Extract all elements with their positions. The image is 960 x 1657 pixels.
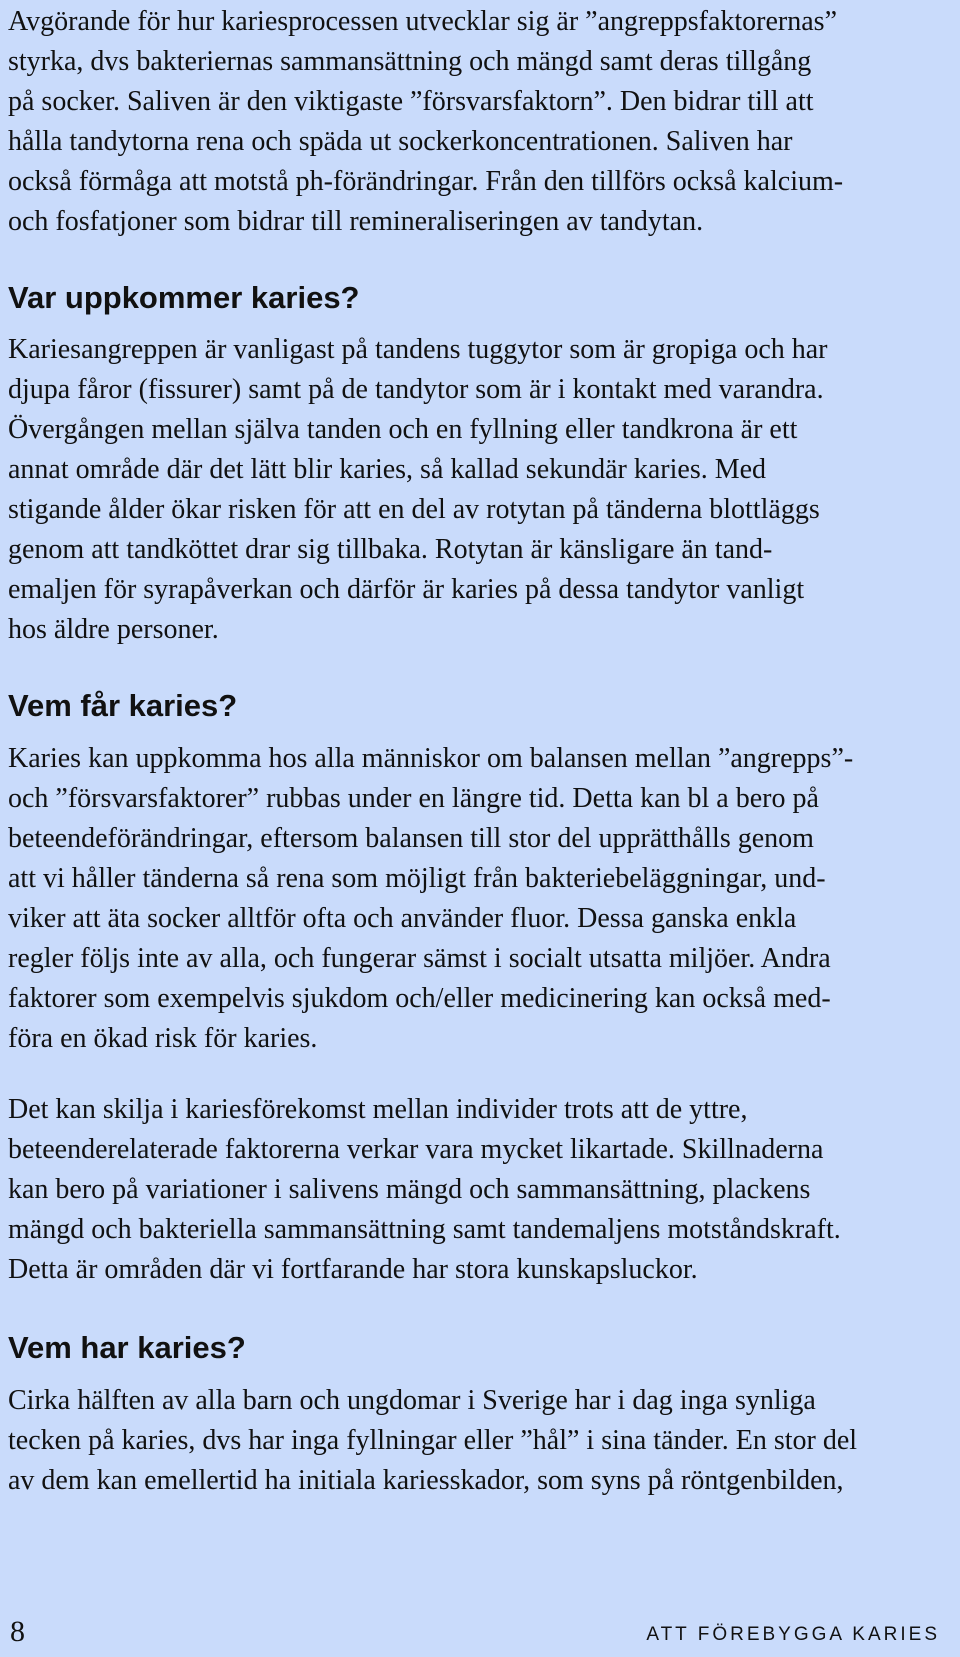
paragraph-who-has bbox=[8, 1381, 857, 1501]
paragraph-who-gets bbox=[8, 739, 853, 1059]
text-line: Karies kan uppkomma hos alla människor om balansen mellan ”angrepps”- bbox=[8, 743, 854, 774]
paragraph-where bbox=[8, 330, 828, 650]
text-line: regler följs inte av alla, och fungerar sämst i socialt utsatta miljöer. Andra bbox=[8, 943, 831, 974]
text-line: Övergången mellan själva tanden och en fyllning eller tandkrona är ett bbox=[8, 414, 798, 445]
text-line: att vi håller tänderna så rena som möjligt från bakteriebeläggningar, und- bbox=[8, 863, 826, 894]
text-line: stigande ålder ökar risken för att en del av rotytan på tänderna blottläggs bbox=[8, 494, 820, 525]
page-number: 8 bbox=[10, 1615, 25, 1648]
text-line: av dem kan emellertid ha initiala kariesskador, som syns på röntgenbilden, bbox=[8, 1465, 844, 1496]
text-line: faktorer som exempelvis sjukdom och/eller medicinering kan också med- bbox=[8, 983, 831, 1014]
text-line: och fosfatjoner som bidrar till remineraliseringen av tandytan. bbox=[8, 206, 704, 237]
text-line: Det kan skilja i kariesförekomst mellan individer trots att de yttre, bbox=[8, 1094, 748, 1125]
section-heading: Var uppkommer karies? bbox=[8, 280, 360, 315]
text-line: Detta är områden där vi fortfarande har stora kunskapsluckor. bbox=[8, 1254, 698, 1285]
text-line: tecken på karies, dvs har inga fyllningar eller ”hål” i sina tänder. En stor del bbox=[8, 1425, 858, 1456]
text-line: mängd och bakteriella sammansättning samt tandemaljens motståndskraft. bbox=[8, 1214, 841, 1245]
text-line: Cirka hälften av alla barn och ungdomar i Sverige har i dag inga synliga bbox=[8, 1385, 816, 1416]
text-line: emaljen för syrapåverkan och därför är karies på dessa tandytor vanligt bbox=[8, 574, 805, 605]
text-line: på socker. Saliven är den viktigaste ”försvarsfaktorn”. Den bidrar till att bbox=[8, 86, 814, 117]
text-line: annat område där det lätt blir karies, så kallad sekundär karies. Med bbox=[8, 454, 767, 485]
text-line: genom att tandköttet drar sig tillbaka. Rotytan är känsligare än tand- bbox=[8, 534, 773, 565]
text-line: kan bero på variationer i salivens mängd och sammansättning, plackens bbox=[8, 1174, 811, 1205]
paragraph-intro bbox=[8, 2, 843, 242]
section-heading: Vem har karies? bbox=[8, 1330, 246, 1365]
text-line: Kariesangreppen är vanligast på tandens tuggytor som är gropiga och har bbox=[8, 334, 828, 365]
text-line: beteenderelaterade faktorerna verkar vara mycket likartade. Skillnaderna bbox=[8, 1134, 824, 1165]
section-heading: Vem får karies? bbox=[8, 688, 238, 723]
text-line: viker att äta socker alltför ofta och använder fluor. Dessa ganska enkla bbox=[8, 903, 797, 934]
text-line: hos äldre personer. bbox=[8, 614, 219, 645]
text-line: och ”försvarsfaktorer” rubbas under en längre tid. Detta kan bl a bero på bbox=[8, 783, 819, 814]
text-line: hålla tandytorna rena och späda ut sockerkoncentrationen. Saliven har bbox=[8, 126, 793, 157]
text-line: beteendeförändringar, eftersom balansen till stor del upprätthålls genom bbox=[8, 823, 814, 854]
text-line: djupa fåror (fissurer) samt på de tandytor som är i kontakt med varandra. bbox=[8, 374, 824, 405]
text-line: föra en ökad risk för karies. bbox=[8, 1023, 318, 1054]
text-line: styrka, dvs bakteriernas sammansättning och mängd samt deras tillgång bbox=[8, 46, 812, 77]
text-line: Avgörande för hur kariesprocessen utvecklar sig är ”angreppsfaktorernas” bbox=[8, 6, 838, 37]
paragraph-differences bbox=[8, 1090, 841, 1290]
running-footer-title: ATT FÖREBYGGA KARIES bbox=[646, 1624, 940, 1645]
text-line: också förmåga att motstå ph-förändringar. Från den tillförs också kalcium- bbox=[8, 166, 844, 197]
